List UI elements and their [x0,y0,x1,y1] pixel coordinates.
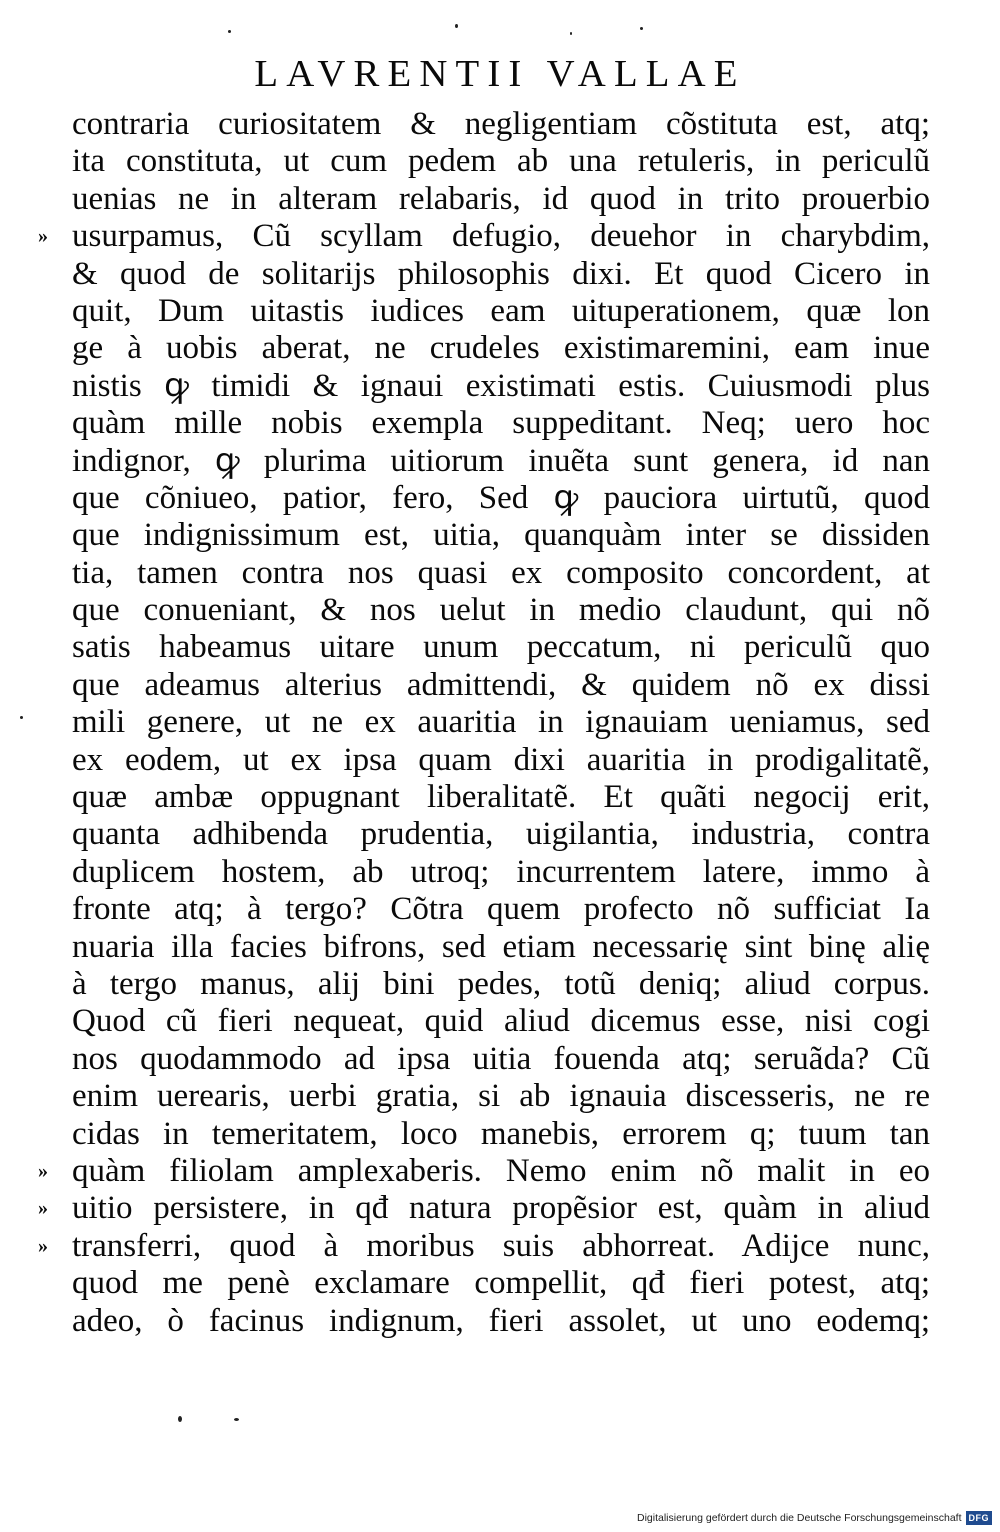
line-text: nistis ꝙ timidi & ignaui existimati estis. Cuiusmodi plus [72,367,930,404]
quotation-marker: » [38,1159,48,1182]
scan-speck [570,32,572,35]
text-line [72,181,942,218]
line-text: & quod de solitarijs philosophis dixi. Et quod Cicero in [72,255,930,292]
line-text: que conueniant, & nos uelut in medio claudunt, qui nõ [72,592,930,629]
line-text: cidas in temeritatem, loco manebis, errorem q; tuum tan [72,1115,930,1152]
text-line [72,816,942,853]
text-line [38,218,942,255]
text-line [72,1041,942,1078]
dfg-logo: DFG [966,1511,993,1525]
line-text: uenias ne in alteram relabaris, id quod in trito prouerbio [72,180,930,217]
line-text: quæ ambæ oppugnant liberalitatẽ. Et quãti negocij erit, [72,779,930,816]
digitization-credit: Digitalisierung gefördert durch die Deutsche Forschungsgemeinschaft [636,1512,962,1524]
text-line [72,106,942,143]
line-text: contraria curiositatem & negligentiam cõstituta est, atq; [72,106,930,142]
text-line [72,143,942,180]
text-line [72,330,942,367]
scan-speck [234,1418,239,1421]
text-line [72,891,942,928]
text-line [38,1190,942,1227]
line-text: tia, tamen contra nos quasi ex composito concordent, at [72,554,930,591]
text-line [72,443,942,480]
line-text: adeo, ò facinus indignum, fieri assolet, ut uno eodemq; [72,1302,930,1339]
text-line [38,1227,942,1265]
body-text [38,106,942,1340]
digitization-footer [637,1508,992,1528]
line-text: que cõniueo, patior, fero, Sed ꝙ pauciora uirtutũ, quod [72,479,930,516]
line-text: quod me penè exclamare compellit, qđ fieri potest, atq; [72,1265,930,1302]
line-text: nos quodammodo ad ipsa uitia fouenda atq; seruãda? Cũ [72,1040,930,1077]
text-line [72,704,942,741]
line-text: nuaria illa facies bifrons, sed etiam necessarię sint binę alię [72,928,930,965]
scan-speck [640,27,643,30]
scan-speck [228,30,231,33]
text-line [72,742,942,779]
text-line [72,405,942,442]
text-line [72,368,942,405]
line-text: mili genere, ut ne ex auaritia in ignauiam ueniamus, sed [72,704,930,741]
line-text: quit, Dum uitastis iudices eam uituperationem, quæ lon [72,292,930,329]
line-text: enim uerearis, uerbi gratia, si ab ignauia discesseris, ne re [72,1078,930,1115]
text-line [72,293,942,330]
running-header: LAVRENTII VALLAE [254,53,746,95]
text-line [72,779,942,816]
line-text: quàm mille nobis exempla suppeditant. Neq; uero hoc [72,405,930,442]
text-line [72,1303,942,1340]
text-line [72,629,942,666]
line-text: quanta adhibenda prudentia, uigilantia, industria, contra [72,816,930,853]
line-text: fronte atq; à tergo? Cõtra quem profecto nõ sufficiat Ia [72,891,930,928]
text-line [72,929,942,966]
line-text: indignor, ꝙ plurima uitiorum inuẽta sunt genera, id nan [72,442,930,479]
text-line [72,256,942,293]
line-text: transferri, quod à moribus suis abhorreat. Adijce nunc, [72,1227,930,1264]
text-line [72,1003,942,1040]
line-text: ge à uobis aberat, ne crudeles existimaremini, eam inue [72,330,930,367]
line-text: uitio persistere, in qđ natura propẽsior est, quàm in aliud [72,1190,930,1227]
text-line [72,480,942,517]
line-text: à tergo manus, alij bini pedes, totũ deniq; aliud corpus. [72,965,930,1002]
text-line [72,517,942,554]
text-line [72,1265,942,1302]
text-line [72,667,942,704]
line-text: Quod cũ fieri nequeat, quid aliud dicemus esse, nisi cogi [72,1003,930,1040]
line-text: satis habeamus uitare unum peccatum, ni periculũ quo [72,629,930,666]
quotation-marker: » [38,1197,48,1220]
text-line [72,1116,942,1153]
line-text: usurpamus, Cũ scyllam defugio, deuehor in charybdim, [72,218,930,255]
quotation-marker: » [38,225,48,248]
line-text: que indignissimum est, uitia, quanquàm inter se dissiden [72,517,930,554]
line-text: ita constituta, ut cum pedem ab una retuleris, in periculũ [72,143,930,180]
quotation-marker: » [38,1234,48,1257]
text-line [72,966,942,1003]
line-text: quàm filiolam amplexaberis. Nemo enim nõ malit in eo [72,1152,930,1189]
text-line [72,854,942,891]
scan-speck [20,716,23,719]
text-line [38,1152,942,1190]
scan-speck [455,24,458,28]
text-line [72,592,942,629]
line-text: que adeamus alterius admittendi, & quidem nõ ex dissi [72,666,930,703]
scan-speck [178,1416,182,1422]
line-text: duplicem hostem, ab utroq; incurrentem latere, immo à [72,853,930,890]
line-text: ex eodem, ut ex ipsa quam dixi auaritia in prodigalitatẽ, [72,741,930,778]
text-line [72,1078,942,1115]
text-line [72,555,942,592]
